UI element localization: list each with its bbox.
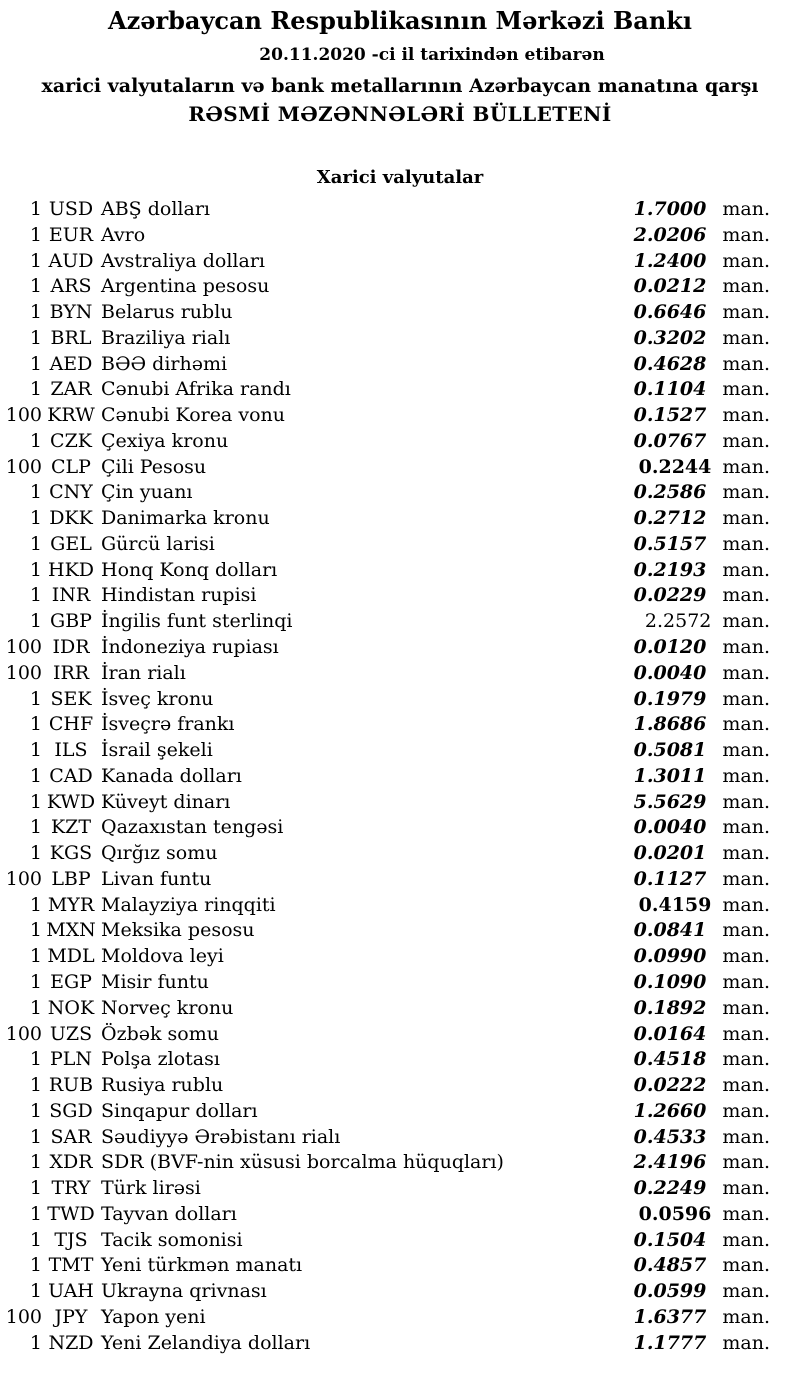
unit-cell: man.	[722, 558, 770, 581]
quantity-cell: 1	[29, 1331, 42, 1354]
rate-row	[0, 1099, 800, 1125]
unit-cell: man.	[722, 1202, 770, 1225]
unit-cell: man.	[722, 764, 770, 787]
unit-cell: man.	[722, 404, 770, 427]
unit-cell: man.	[722, 1305, 770, 1328]
rate-row	[0, 1176, 800, 1202]
currency-name-cell: İngilis funt sterlinqi	[101, 610, 293, 633]
rate-row	[0, 635, 800, 661]
rate-value-cell: 0.1979	[633, 687, 707, 710]
quantity-cell: 1	[29, 713, 42, 736]
rate-row	[0, 738, 800, 764]
rate-row	[0, 661, 800, 687]
quantity-cell: 100	[5, 1305, 42, 1328]
rate-value-cell: 2.2572	[644, 610, 712, 633]
quantity-cell: 1	[29, 764, 42, 787]
quantity-cell: 1	[29, 1254, 42, 1277]
quantity-cell: 100	[5, 867, 42, 890]
rate-row	[0, 1125, 800, 1151]
rate-value-cell: 0.0767	[633, 429, 707, 452]
currency-code-cell: CLP	[51, 455, 91, 478]
unit-cell: man.	[722, 198, 770, 220]
rate-value-cell: 0.5157	[633, 532, 707, 555]
unit-cell: man.	[722, 867, 770, 890]
unit-cell: man.	[722, 455, 770, 478]
currency-name-cell: ABŞ dolları	[101, 198, 210, 220]
currency-code-cell: TMT	[48, 1254, 94, 1277]
quantity-cell: 100	[5, 455, 42, 478]
rate-row	[0, 790, 800, 816]
currency-name-cell: Qırğız somu	[101, 842, 218, 865]
rate-value-cell: 0.0201	[633, 842, 707, 865]
currency-name-cell: Malayziya rinqqiti	[101, 893, 276, 916]
quantity-cell: 1	[29, 1074, 42, 1097]
quantity-cell: 1	[29, 481, 42, 504]
unit-cell: man.	[722, 1280, 770, 1303]
rate-row	[0, 841, 800, 867]
currency-name-cell: Argentina pesosu	[101, 275, 270, 298]
rate-value-cell: 0.0040	[633, 661, 707, 684]
currency-code-cell: IRR	[52, 661, 90, 684]
quantity-cell: 1	[29, 1099, 42, 1122]
unit-cell: man.	[722, 1151, 770, 1174]
rate-row	[0, 1202, 800, 1228]
quantity-cell: 1	[29, 816, 42, 839]
currency-code-cell: TRY	[51, 1177, 91, 1200]
unit-cell: man.	[722, 532, 770, 555]
rate-value-cell: 0.4518	[633, 1048, 707, 1071]
rate-value-cell: 0.0599	[633, 1280, 707, 1303]
rate-row	[0, 609, 800, 635]
quantity-cell: 1	[29, 301, 42, 324]
rate-value-cell: 0.0120	[633, 636, 707, 659]
currency-code-cell: UZS	[49, 1022, 93, 1045]
quantity-cell: 1	[29, 1125, 42, 1148]
rate-row	[0, 1331, 800, 1357]
rates-table	[0, 197, 800, 1356]
rate-row	[0, 223, 800, 249]
rate-value-cell: 0.1127	[633, 867, 707, 890]
rate-row	[0, 996, 800, 1022]
unit-cell: man.	[722, 352, 770, 375]
currency-code-cell: DKK	[49, 507, 93, 530]
currency-name-cell: İsveç kronu	[101, 687, 214, 710]
rate-value-cell: 0.1090	[633, 970, 707, 993]
rate-value-cell: 0.0040	[633, 816, 707, 839]
effective-date-line: 20.11.2020 -ci il tarixindən etibarən	[259, 45, 605, 65]
quantity-cell: 1	[29, 507, 42, 530]
rate-row	[0, 815, 800, 841]
quantity-cell: 1	[29, 249, 42, 272]
rate-value-cell: 0.1504	[633, 1228, 707, 1251]
unit-cell: man.	[722, 945, 770, 968]
unit-cell: man.	[722, 584, 770, 607]
currency-name-cell: Moldova leyi	[101, 945, 224, 968]
subtitle-line: xarici valyutaların və bank metallarının Azərbaycan manatına qarşı	[41, 75, 759, 97]
rate-value-cell: 0.0596	[638, 1202, 712, 1225]
rate-value-cell: 1.3011	[633, 764, 707, 787]
currency-code-cell: ARS	[50, 275, 92, 298]
quantity-cell: 1	[29, 1177, 42, 1200]
quantity-cell: 1	[29, 532, 42, 555]
currency-code-cell: KRW	[47, 404, 95, 427]
unit-cell: man.	[722, 661, 770, 684]
rate-row	[0, 918, 800, 944]
quantity-cell: 1	[29, 378, 42, 401]
currency-code-cell: RUB	[48, 1074, 94, 1097]
quantity-cell: 1	[29, 429, 42, 452]
rate-value-cell: 0.0229	[633, 584, 707, 607]
quantity-cell: 1	[29, 790, 42, 813]
currency-code-cell: KZT	[50, 816, 92, 839]
unit-cell: man.	[722, 249, 770, 272]
rate-value-cell: 0.3202	[633, 326, 707, 349]
unit-cell: man.	[722, 1254, 770, 1277]
rate-row	[0, 197, 800, 223]
unit-cell: man.	[722, 713, 770, 736]
currency-name-cell: Kanada dolları	[101, 764, 242, 787]
unit-cell: man.	[722, 1125, 770, 1148]
rate-value-cell: 1.2660	[633, 1099, 707, 1122]
currency-name-cell: Braziliya rialı	[101, 326, 231, 349]
rate-value-cell: 0.1104	[633, 378, 707, 401]
quantity-cell: 1	[29, 326, 42, 349]
currency-code-cell: JPY	[54, 1305, 88, 1328]
quantity-cell: 1	[29, 1280, 42, 1303]
currency-name-cell: Cənubi Korea vonu	[101, 404, 285, 427]
rate-row	[0, 583, 800, 609]
rate-value-cell: 1.1777	[633, 1331, 707, 1354]
currency-code-cell: EUR	[48, 223, 94, 246]
currency-code-cell: EGP	[50, 970, 92, 993]
rate-row	[0, 893, 800, 919]
quantity-cell: 1	[29, 558, 42, 581]
currency-name-cell: Çexiya kronu	[101, 429, 229, 452]
unit-cell: man.	[722, 687, 770, 710]
currency-code-cell: LBP	[51, 867, 91, 890]
rate-row	[0, 1073, 800, 1099]
currency-name-cell: Rusiya rublu	[101, 1074, 224, 1097]
currency-name-cell: Çin yuanı	[101, 481, 193, 504]
currency-name-cell: Meksika pesosu	[101, 919, 255, 942]
currency-code-cell: NZD	[48, 1331, 94, 1354]
rate-row	[0, 1279, 800, 1305]
currency-code-cell: UAH	[48, 1280, 94, 1303]
currency-name-cell: Avstraliya dolları	[101, 249, 265, 272]
unit-cell: man.	[722, 636, 770, 659]
currency-code-cell: INR	[51, 584, 91, 607]
quantity-cell: 1	[29, 1228, 42, 1251]
unit-cell: man.	[722, 275, 770, 298]
quantity-cell: 1	[29, 919, 42, 942]
currency-code-cell: AED	[49, 352, 93, 375]
currency-name-cell: Yeni Zelandiya dolları	[101, 1331, 311, 1354]
unit-cell: man.	[722, 481, 770, 504]
currency-code-cell: SGD	[49, 1099, 93, 1122]
unit-cell: man.	[722, 1099, 770, 1122]
currency-code-cell: SAR	[50, 1125, 92, 1148]
currency-name-cell: Polşa zlotası	[101, 1048, 220, 1071]
rate-row	[0, 480, 800, 506]
rate-row	[0, 764, 800, 790]
rate-value-cell: 2.0206	[633, 223, 707, 246]
quantity-cell: 100	[5, 404, 42, 427]
currency-code-cell: CNY	[49, 481, 93, 504]
currency-code-cell: TWD	[47, 1202, 95, 1225]
rate-row	[0, 712, 800, 738]
quantity-cell: 1	[29, 198, 42, 220]
rate-value-cell: 0.2249	[633, 1177, 707, 1200]
rate-value-cell: 0.2586	[633, 481, 707, 504]
currency-name-cell: Küveyt dinarı	[101, 790, 231, 813]
currency-name-cell: Qazaxıstan tengəsi	[101, 816, 284, 839]
quantity-cell: 1	[29, 584, 42, 607]
currency-name-cell: Belarus rublu	[101, 301, 233, 324]
unit-cell: man.	[722, 1177, 770, 1200]
quantity-cell: 1	[29, 1151, 42, 1174]
currency-name-cell: Misir funtu	[101, 970, 209, 993]
quantity-cell: 1	[29, 275, 42, 298]
rate-row	[0, 455, 800, 481]
currency-name-cell: Honq Konq dolları	[101, 558, 278, 581]
currency-code-cell: XDR	[49, 1151, 93, 1174]
currency-name-cell: Çili Pesosu	[101, 455, 207, 478]
quantity-cell: 1	[29, 996, 42, 1019]
rate-value-cell: 1.6377	[633, 1305, 707, 1328]
rate-value-cell: 0.1527	[633, 404, 707, 427]
currency-name-cell: Hindistan rupisi	[101, 584, 257, 607]
rate-value-cell: 0.2193	[633, 558, 707, 581]
unit-cell: man.	[722, 326, 770, 349]
rate-row	[0, 532, 800, 558]
currency-code-cell: MYR	[47, 893, 95, 916]
currency-name-cell: Cənubi Afrika randı	[101, 378, 291, 401]
currency-name-cell: İsrail şekeli	[101, 739, 213, 762]
currency-name-cell: Danimarka kronu	[101, 507, 270, 530]
currency-name-cell: Səudiyyə Ərəbistanı rialı	[101, 1125, 341, 1148]
rate-row	[0, 558, 800, 584]
currency-code-cell: CAD	[49, 764, 93, 787]
unit-cell: man.	[722, 507, 770, 530]
currency-code-cell: BYN	[49, 301, 93, 324]
rate-value-cell: 0.1892	[633, 996, 707, 1019]
unit-cell: man.	[722, 429, 770, 452]
currency-name-cell: İran rialı	[101, 661, 186, 684]
unit-cell: man.	[722, 1331, 770, 1354]
rate-value-cell: 0.0222	[633, 1074, 707, 1097]
rate-row	[0, 970, 800, 996]
rate-row	[0, 1305, 800, 1331]
rate-row	[0, 867, 800, 893]
currency-name-cell: SDR (BVF-nin xüsusi borcalma hüquqları)	[101, 1151, 504, 1174]
rate-value-cell: 0.0990	[633, 945, 707, 968]
section-title-foreign-currencies: Xarici valyutalar	[316, 167, 484, 188]
rate-row	[0, 377, 800, 403]
currency-name-cell: Tayvan dolları	[101, 1202, 237, 1225]
rate-row	[0, 944, 800, 970]
currency-code-cell: NOK	[47, 996, 95, 1019]
rate-value-cell: 0.4628	[633, 352, 707, 375]
currency-name-cell: Özbək somu	[101, 1022, 219, 1045]
currency-name-cell: BƏƏ dirhəmi	[101, 352, 228, 375]
rate-row	[0, 403, 800, 429]
rate-value-cell: 0.2712	[633, 507, 707, 530]
currency-name-cell: İsveçrə frankı	[101, 713, 235, 736]
currency-name-cell: Livan funtu	[101, 867, 212, 890]
unit-cell: man.	[722, 739, 770, 762]
unit-cell: man.	[722, 970, 770, 993]
currency-code-cell: IDR	[52, 636, 90, 659]
quantity-cell: 1	[29, 945, 42, 968]
currency-name-cell: Türk lirəsi	[101, 1177, 201, 1200]
currency-code-cell: HKD	[48, 558, 94, 581]
currency-name-cell: Avro	[101, 223, 146, 246]
bulletin-title-line: RƏSMİ MƏZƏNNƏLƏRİ BÜLLETENİ	[188, 102, 612, 126]
unit-cell: man.	[722, 919, 770, 942]
page-title: Azərbaycan Respublikasının Mərkəzi Bankı	[107, 6, 693, 35]
rate-row	[0, 249, 800, 275]
rate-value-cell: 0.4857	[633, 1254, 707, 1277]
rate-value-cell: 0.4159	[638, 893, 712, 916]
rate-value-cell: 2.4196	[633, 1151, 707, 1174]
currency-code-cell: AUD	[48, 249, 94, 272]
currency-name-cell: Sinqapur dolları	[101, 1099, 258, 1122]
quantity-cell: 100	[5, 1022, 42, 1045]
quantity-cell: 1	[29, 1202, 42, 1225]
quantity-cell: 1	[29, 1048, 42, 1071]
rate-row	[0, 1022, 800, 1048]
currency-code-cell: CHF	[48, 713, 94, 736]
unit-cell: man.	[722, 842, 770, 865]
rate-value-cell: 1.7000	[633, 198, 707, 220]
rate-value-cell: 5.5629	[633, 790, 707, 813]
quantity-cell: 1	[29, 687, 42, 710]
unit-cell: man.	[722, 1048, 770, 1071]
unit-cell: man.	[722, 223, 770, 246]
unit-cell: man.	[722, 378, 770, 401]
rate-row	[0, 326, 800, 352]
currency-code-cell: ZAR	[50, 378, 92, 401]
quantity-cell: 1	[29, 893, 42, 916]
currency-code-cell: TJS	[54, 1228, 88, 1251]
currency-code-cell: KGS	[49, 842, 93, 865]
quantity-cell: 1	[29, 223, 42, 246]
unit-cell: man.	[722, 1074, 770, 1097]
rate-row	[0, 1228, 800, 1254]
currency-code-cell: GEL	[50, 532, 92, 555]
currency-code-cell: GBP	[50, 610, 92, 633]
currency-name-cell: Norveç kronu	[101, 996, 234, 1019]
currency-name-cell: Ukrayna qrivnası	[101, 1280, 267, 1303]
rate-row	[0, 352, 800, 378]
rate-value-cell: 1.8686	[633, 713, 707, 736]
rate-row	[0, 687, 800, 713]
rate-row	[0, 300, 800, 326]
currency-name-cell: Yeni türkmən manatı	[101, 1254, 303, 1277]
rate-row	[0, 1047, 800, 1073]
currency-name-cell: İndoneziya rupiası	[101, 636, 279, 659]
rate-value-cell: 0.6646	[633, 301, 707, 324]
currency-code-cell: PLN	[49, 1048, 93, 1071]
quantity-cell: 100	[5, 661, 42, 684]
unit-cell: man.	[722, 610, 770, 633]
rate-value-cell: 0.4533	[633, 1125, 707, 1148]
unit-cell: man.	[722, 1228, 770, 1251]
rate-value-cell: 1.2400	[633, 249, 707, 272]
quantity-cell: 1	[29, 352, 42, 375]
unit-cell: man.	[722, 1022, 770, 1045]
unit-cell: man.	[722, 816, 770, 839]
rate-value-cell: 0.0212	[633, 275, 707, 298]
currency-code-cell: MDL	[47, 945, 95, 968]
rate-row	[0, 1150, 800, 1176]
currency-code-cell: KWD	[46, 790, 96, 813]
rate-row	[0, 506, 800, 532]
quantity-cell: 1	[29, 842, 42, 865]
unit-cell: man.	[722, 790, 770, 813]
rate-value-cell: 0.5081	[633, 739, 707, 762]
rate-value-cell: 0.0841	[633, 919, 707, 942]
quantity-cell: 100	[5, 636, 42, 659]
currency-name-cell: Yapon yeni	[101, 1305, 206, 1328]
unit-cell: man.	[722, 301, 770, 324]
currency-name-cell: Gürcü larisi	[101, 532, 215, 555]
quantity-cell: 1	[29, 610, 42, 633]
currency-code-cell: BRL	[50, 326, 92, 349]
currency-code-cell: SEK	[50, 687, 92, 710]
rate-value-cell: 0.2244	[638, 455, 712, 478]
rate-row	[0, 274, 800, 300]
currency-code-cell: ILS	[54, 739, 88, 762]
quantity-cell: 1	[29, 970, 42, 993]
rate-row	[0, 429, 800, 455]
currency-name-cell: Tacik somonisi	[101, 1228, 243, 1251]
currency-code-cell: CZK	[50, 429, 92, 452]
unit-cell: man.	[722, 893, 770, 916]
currency-code-cell: USD	[48, 198, 94, 220]
rate-row	[0, 1253, 800, 1279]
quantity-cell: 1	[29, 739, 42, 762]
unit-cell: man.	[722, 996, 770, 1019]
currency-code-cell: MXN	[46, 919, 96, 942]
rate-value-cell: 0.0164	[633, 1022, 707, 1045]
